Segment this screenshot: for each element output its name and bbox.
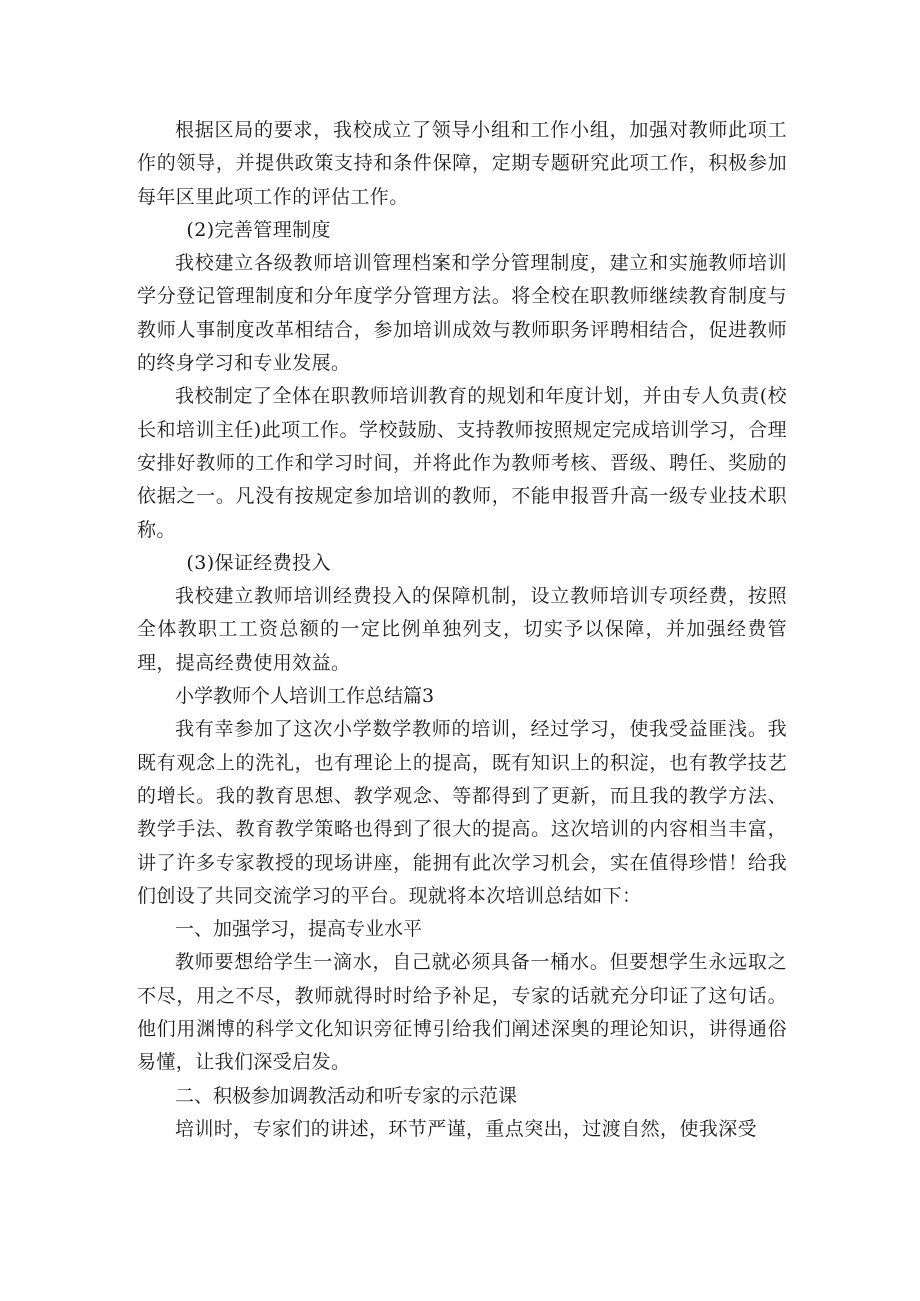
heading-strengthen-learning: 一、加强学习，提高专业水平 [175,918,423,941]
paragraph-expert-lectures: 培训时，专家们的讲述，环节严谨，重点突出，过渡自然，使我深受 [175,1117,758,1140]
heading-funding: (3)保证经费投入 [186,551,331,574]
paragraph-leadership: 根据区局的要求，我校成立了领导小组和工作小组，加强对教师此项工作的领导，并提供政策支持和条件保障，定期专题研究此项工作，积极参加每年区里此项工作的评估工作。 [137,119,787,208]
section-title-part3: 小学教师个人培训工作总结篇3 [175,685,435,708]
paragraph-training-plan: 我校制定了全体在职教师培训教育的规划和年度计划，并由专人负责(校长和培训主任)此项工作。学校鼓励、支持教师按照规定完成培训学习，合理安排好教师的工作和学习时间，并将此作为教师考核、晋级、聘任、奖励的依据之一。凡没有按规定参加培训的教师，不能申报晋升高一级专业技术职称。 [137,385,787,541]
heading-management-system: (2)完善管理制度 [186,218,331,241]
document-page [137,114,787,1146]
paragraph-credit-system: 我校建立各级教师培训管理档案和学分管理制度，建立和实施教师培训学分登记管理制度和分年度学分管理方法。将全校在职教师继续教育制度与教师人事制度改革相结合，参加培训成效与教师职务评聘相结合，促进教师的终身学习和专业发展。 [137,252,787,375]
heading-demonstration-class: 二、积极参加调教活动和听专家的示范课 [175,1084,518,1107]
paragraph-training-experience: 我有幸参加了这次小学数学教师的培训，经过学习，使我受益匪浅。我既有观念上的洗礼，也有理论上的提高，既有知识上的积淀，也有教学技艺的增长。我的教育思想、教学观念、等都得到了更新，而且我的教学方法、教学手法、教育教学策略也得到了很大的提高。这次培训的内容相当丰富，讲了许多专家教授的现场讲座，能拥有此次学习机会，实在值得珍惜！给我们创设了共同交流学习的平台。现就将本次培训总结如下： [137,718,787,907]
paragraph-one-bucket-of-water: 教师要想给学生一滴水，自己就必须具备一桶水。但要想学生永远取之不尽，用之不尽，教师就得时时给予补足，专家的话就充分印证了这句话。他们用渊博的科学文化知识旁征博引给我们阐述深奥的理论知识，讲得通俗易懂，让我们深受启发。 [137,951,787,1074]
paragraph-funding-mechanism: 我校建立教师培训经费投入的保障机制，设立教师培训专项经费，按照全体教职工工资总额的一定比例单独列支，切实予以保障，并加强经费管理，提高经费使用效益。 [137,585,787,674]
